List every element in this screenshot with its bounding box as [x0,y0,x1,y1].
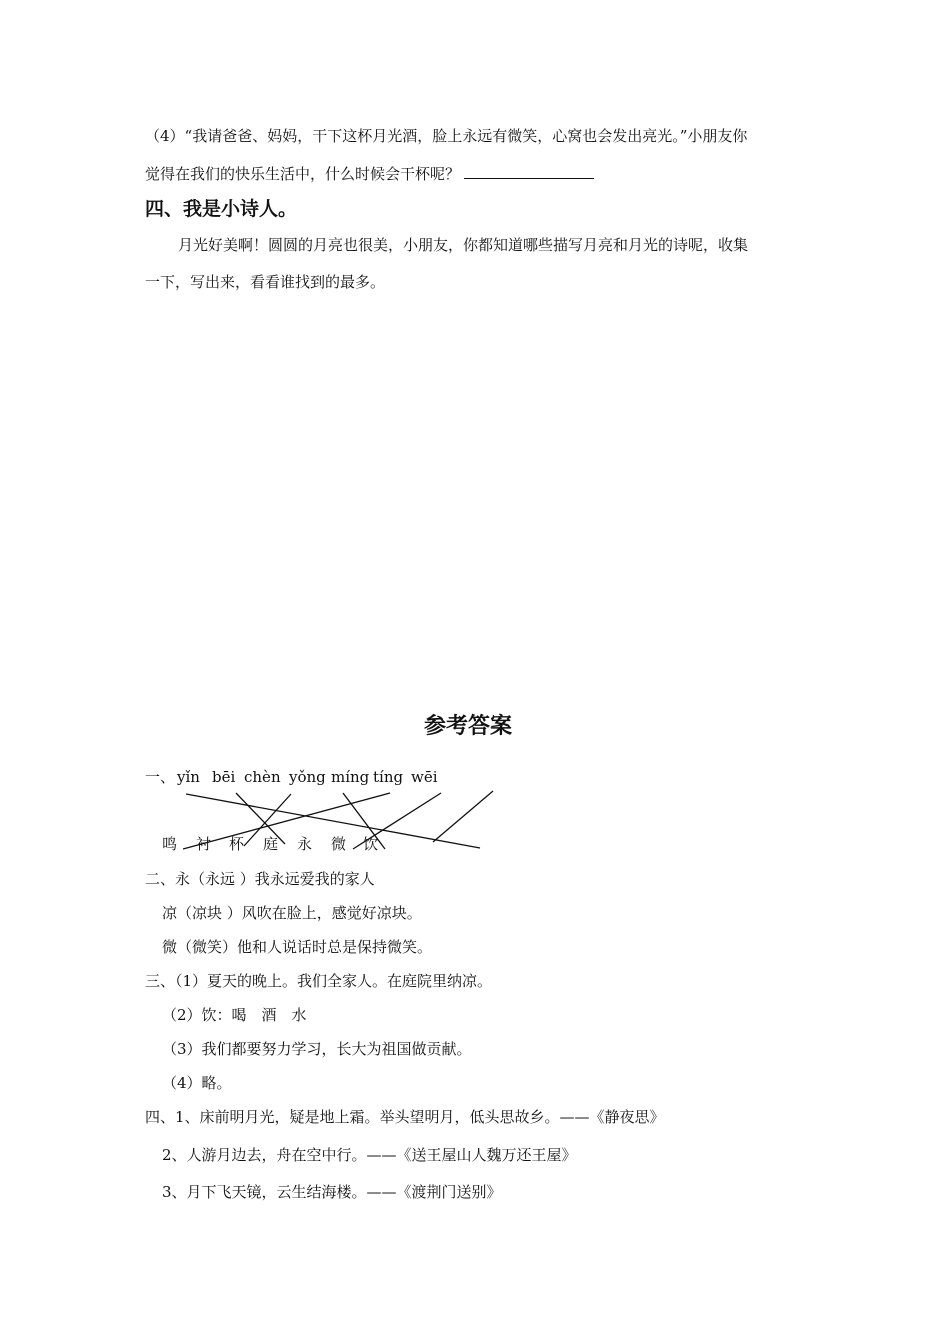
question-4-text: 觉得在我们的快乐生活中，什么时候会干杯呢？ [145,165,461,183]
character-5: 永 [297,835,313,853]
question-4-line-1: （4）“我请爸爸、妈妈，干下这杯月光酒，脸上永远有微笑，心窝也会发出亮光。”小朋友你 [145,127,748,145]
match-line [433,791,493,842]
part-4-line-1: 四、1、床前明月光，疑是地上霜。举头望明月，低头思故乡。——《静夜思》 [145,1108,665,1126]
part-3-line-4: （4）略。 [162,1074,232,1092]
character-4: 庭 [263,835,279,853]
match-line [183,793,390,849]
pinyin-4: yǒng [289,768,326,786]
character-2: 衬 [196,835,212,853]
section-4-heading: 四、我是小诗人。 [145,198,298,220]
character-3: 杯 [229,835,245,853]
character-1: 鸣 [162,835,178,853]
part-1-label: 一、 [145,768,176,786]
pinyin-6: tíng [373,768,404,786]
part-4-line-3: 3、月下飞天镜，云生结海楼。——《渡荆门送别》 [162,1183,502,1201]
part-2-line-1: 二、永（永远 ）我永远爱我的家人 [145,870,375,888]
part-4-line-2: 2、人游月边去，舟在空中行。——《送王屋山人魏万还王屋》 [162,1146,577,1164]
part-2-line-3: 微（微笑）他和人说话时总是保持微笑。 [162,938,433,956]
character-7: 饮 [363,835,379,853]
pinyin-3: chèn [244,768,281,786]
pinyin-7: wēi [411,768,438,786]
answer-key-title: 参考答案 [424,713,513,739]
pinyin-5: míng [331,768,370,786]
section-4-paragraph-line-1: 月光好美啊！圆圆的月亮也很美，小朋友，你都知道哪些描写月亮和月光的诗呢，收集 [178,236,749,254]
pinyin-2: bēi [212,768,236,786]
part-2-line-2: 凉（凉块 ）风吹在脸上，感觉好凉块。 [162,904,422,922]
part-3-line-1: 三、（1）夏天的晚上。我们全家人。在庭院里纳凉。 [145,972,493,990]
part-3-line-2: （2）饮：喝 酒 水 [162,1006,307,1024]
character-6: 微 [331,835,347,853]
section-4-paragraph-line-2: 一下，写出来，看看谁找到的最多。 [145,273,386,291]
pinyin-1: yǐn [177,768,200,786]
part-3-line-3: （3）我们都要努力学习，长大为祖国做贡献。 [162,1040,472,1058]
